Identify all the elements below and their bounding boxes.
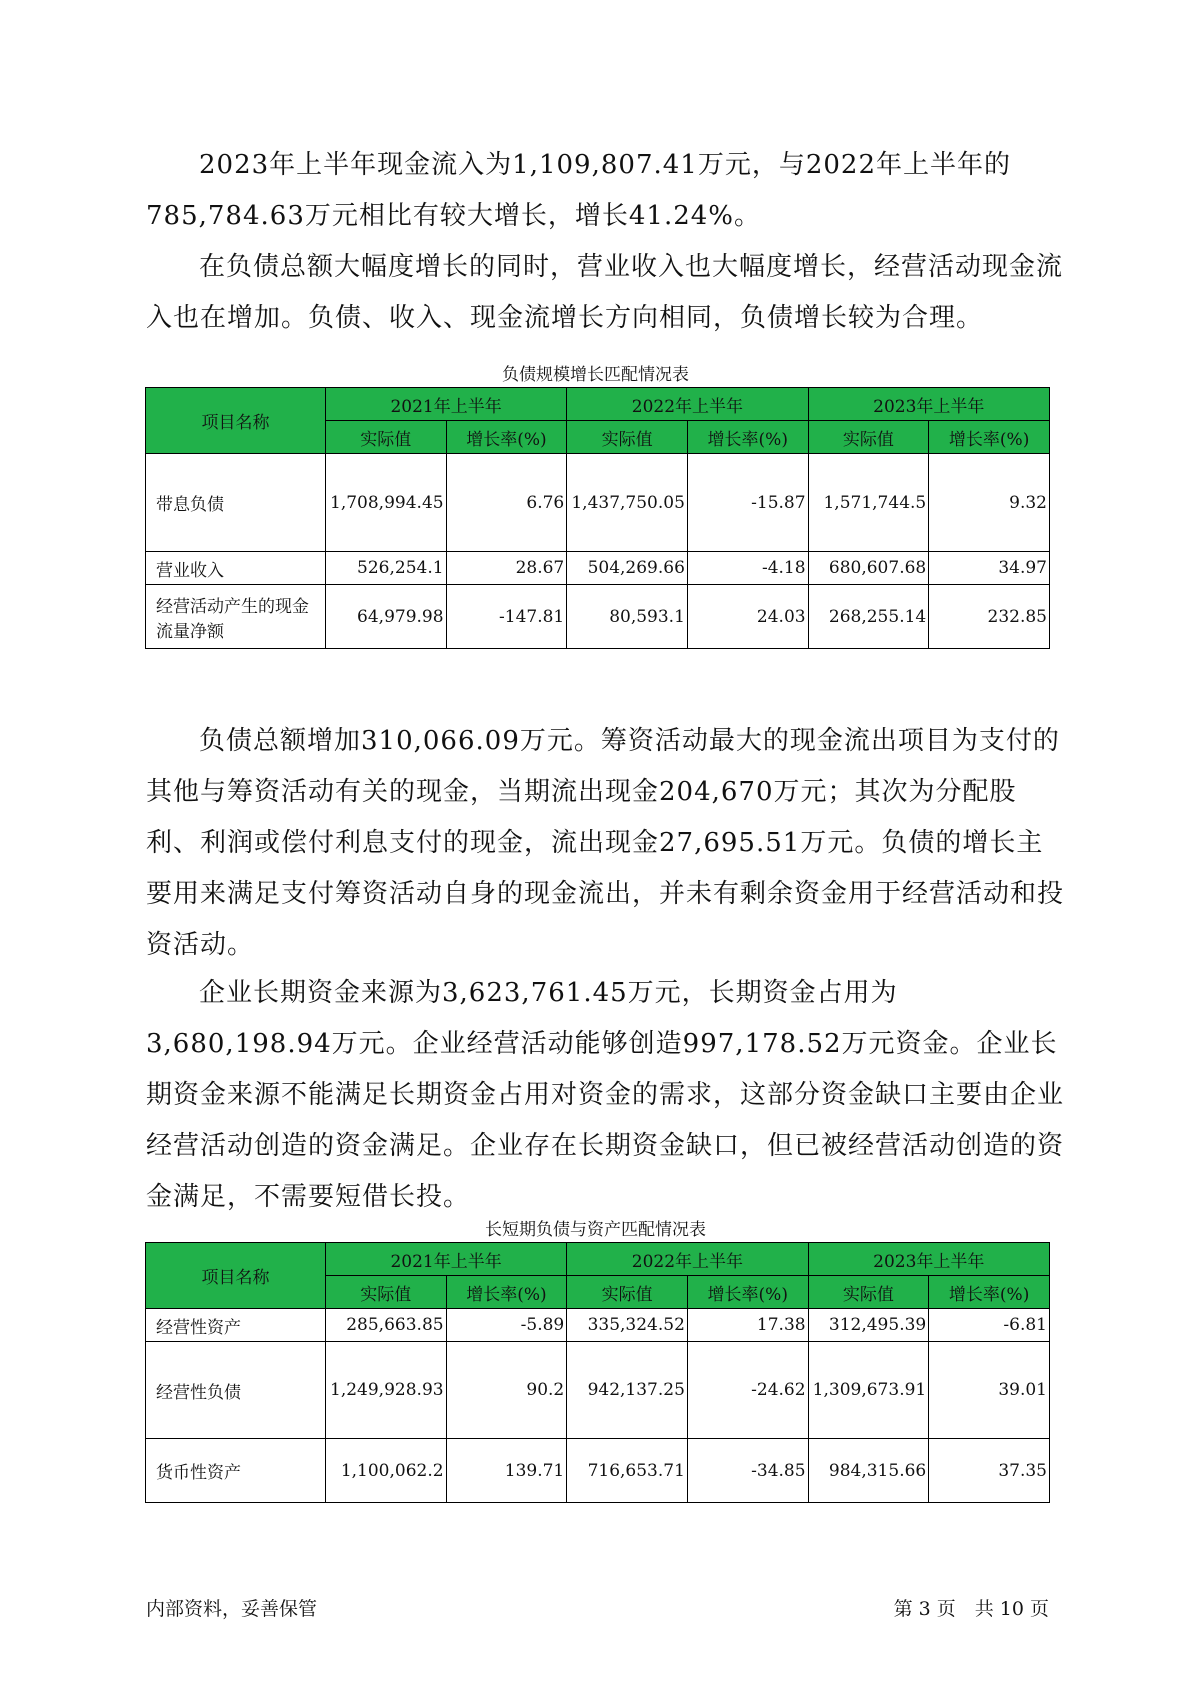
cell-value: 6.76 [446,454,567,552]
paragraph-long-term-funds: 企业长期资金来源为3,623,761.45万元，长期资金占用为3,680,198.94万元。企业经营活动能够创造997,178.52万元资金。企业长期资金来源不能满足长期资金占用对资金的需求，这部分资金缺口主要由企业经营活动创造的资金满足。企业存在长期资金缺口，但已被经营活动创造的资金满足，不需要短借长投。 [146,978,1065,1212]
cell-value: 716,653.71 [567,1439,688,1503]
table-row [146,1309,1050,1342]
cell-value: 139.71 [446,1439,567,1503]
cell-value: 1,437,750.05 [567,454,688,552]
paragraph-cash-inflow: 2023年上半年现金流入为1,109,807.41万元，与2022年上半年的785,784.63万元相比有较大增长，增长41.24%。 [146,150,1012,231]
cell-value: 526,254.1 [325,552,446,585]
cell-value: 232.85 [929,585,1050,649]
paragraph-debt-growth: 在负债总额大幅度增长的同时，营业收入也大幅度增长，经营活动现金流入也在增加。负债、收入、现金流增长方向相同，负债增长较为合理。 [146,252,1064,333]
growth-rate-header: 增长率(%) [687,421,808,454]
cell-value: 39.01 [929,1342,1050,1439]
cell-value: 942,137.25 [567,1342,688,1439]
growth-rate-header: 增长率(%) [446,1276,567,1309]
cell-value: 1,100,062.2 [325,1439,446,1503]
cell-value: -34.85 [687,1439,808,1503]
cell-value: 1,571,744.5 [808,454,929,552]
row-name: 经营性资产 [146,1309,326,1342]
cell-value: 312,495.39 [808,1309,929,1342]
page-number: 第 3 页 共 10 页 [893,1598,1049,1620]
cell-value: -147.81 [446,585,567,649]
cell-value: -15.87 [687,454,808,552]
period-header-2022: 2022年上半年 [567,388,808,421]
debt-asset-match-table [145,1242,1050,1503]
debt-scale-table [145,387,1050,649]
table1-caption: 负债规模增长匹配情况表 [502,365,689,385]
growth-rate-header: 增长率(%) [929,1276,1050,1309]
cell-value: 9.32 [929,454,1050,552]
table-row [146,1342,1050,1439]
footer-confidential-note: 内部资料，妥善保管 [146,1598,318,1620]
cell-value: 28.67 [446,552,567,585]
row-name: 货币性资产 [146,1439,326,1503]
cell-value: 680,607.68 [808,552,929,585]
table-row [146,585,1050,649]
cell-value: 37.35 [929,1439,1050,1503]
period-header-2021: 2021年上半年 [325,388,566,421]
actual-value-header: 实际值 [808,1276,929,1309]
actual-value-header: 实际值 [808,421,929,454]
row-name: 带息负债 [146,454,326,552]
period-header-2023: 2023年上半年 [808,388,1049,421]
table2-caption: 长短期负债与资产匹配情况表 [485,1220,706,1240]
cell-value: 335,324.52 [567,1309,688,1342]
period-header-2022: 2022年上半年 [567,1243,808,1276]
cell-value: 80,593.1 [567,585,688,649]
cell-value: 1,309,673.91 [808,1342,929,1439]
cell-value: 17.38 [687,1309,808,1342]
cell-value: -6.81 [929,1309,1050,1342]
actual-value-header: 实际值 [567,1276,688,1309]
cell-value: 1,249,928.93 [325,1342,446,1439]
cell-value: 268,255.14 [808,585,929,649]
item-name-header: 项目名称 [146,388,326,454]
cell-value: 90.2 [446,1342,567,1439]
cell-value: 984,315.66 [808,1439,929,1503]
cell-value: 1,708,994.45 [325,454,446,552]
row-name: 经营活动产生的现金流量净额 [146,585,326,649]
table-row [146,552,1050,585]
growth-rate-header: 增长率(%) [929,421,1050,454]
cell-value: -24.62 [687,1342,808,1439]
period-header-2021: 2021年上半年 [325,1243,566,1276]
cell-value: 24.03 [687,585,808,649]
item-name-header: 项目名称 [146,1243,326,1309]
cell-value: -5.89 [446,1309,567,1342]
cell-value: 34.97 [929,552,1050,585]
row-name: 经营性负债 [146,1342,326,1439]
table-row [146,454,1050,552]
cell-value: 504,269.66 [567,552,688,585]
cell-value: -4.18 [687,552,808,585]
actual-value-header: 实际值 [325,1276,446,1309]
growth-rate-header: 增长率(%) [687,1276,808,1309]
cell-value: 285,663.85 [325,1309,446,1342]
growth-rate-header: 增长率(%) [446,421,567,454]
row-name: 营业收入 [146,552,326,585]
actual-value-header: 实际值 [325,421,446,454]
table-row [146,1439,1050,1503]
period-header-2023: 2023年上半年 [808,1243,1049,1276]
paragraph-financing: 负债总额增加310,066.09万元。筹资活动最大的现金流出项目为支付的其他与筹资活动有关的现金，当期流出现金204,670万元；其次为分配股利、利润或偿付利息支付的现金，流出现金27,695.51万元。负债的增长主要用来满足支付筹资活动自身的现金流出，并未有剩余资金用于经营活动和投资活动。 [146,726,1065,960]
actual-value-header: 实际值 [567,421,688,454]
cell-value: 64,979.98 [325,585,446,649]
